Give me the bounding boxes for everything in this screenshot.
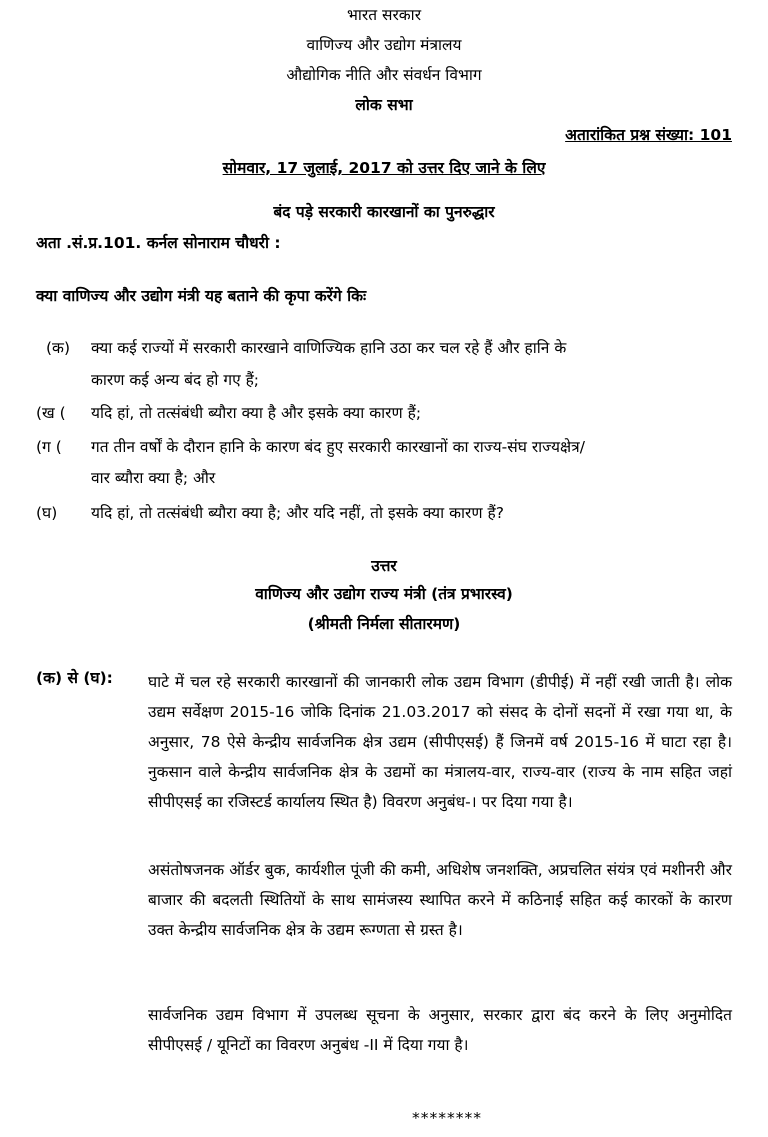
question-label-ka: (क)	[46, 339, 70, 357]
house-title: लोक सभा	[355, 96, 413, 114]
answer-title: उत्तर	[371, 557, 397, 575]
question-text-ka-1: क्या कई राज्यों में सरकारी कारखाने वाणिज्यिक हानि उठा कर चल रहे हैं और हानि के	[91, 339, 567, 357]
question-label-gha: (घ)	[36, 504, 58, 522]
question-text-ga-2: वार ब्यौरा क्या है; और	[91, 469, 216, 487]
question-number: अतारांकित प्रश्न संख्या: 101	[565, 126, 732, 144]
answer-label: (क) से (घ):	[36, 669, 113, 687]
question-label-kha: (ख (	[36, 404, 66, 422]
answer-paragraph-1: घाटे में चल रहे सरकारी कारखानों की जानकारी लोक उद्यम विभाग (डीपीई) में नहीं रखी जाती है। लोक उद्यम सर्वेक्षण 2015-16 जोकि दिनांक 21.03.2017 को संसद के दोनों सदनों में रखा गया था, के अनुसार, 78 ऐसे केन्द्रीय सार्वजनिक क्षेत्र उद्यम (सीपीएसई) हैं जिनमें वर्ष 2015-16 में घाटा रहा है। नुकसान वाले केन्द्रीय सार्वजनिक क्षेत्र के उद्यमों का मंत्रालय-वार, राज्य-वार (राज्य के नाम सहित जहां सीपीएसई का रजिस्टर्ड कार्यालय स्थित है) विवरण अनुबंध-। पर दिया गया है।	[148, 673, 732, 811]
question-label-ga: (ग (	[36, 438, 62, 456]
question-text-kha-1: यदि हां, तो तत्संबंधी ब्यौरा क्या है और इसके क्या कारण हैं;	[91, 404, 422, 422]
end-marker: ********	[412, 1109, 482, 1127]
govt-title: भारत सरकार	[346, 6, 422, 24]
answer-paragraph-3: सार्वजनिक उद्यम विभाग में उपलब्ध सूचना के अनुसार, सरकार द्वारा बंद करने के लिए अनुमोदित सीपीएसई / यूनिटों का विवरण अनुबंध -II में दिया गया है।	[148, 1006, 732, 1054]
asked-by: अता .सं.प्र.101. कर्नल सोनाराम चौधरी :	[36, 234, 281, 252]
answer-paragraph-2: असंतोषजनक ऑर्डर बुक, कार्यशील पूंजी की कमी, अधिशेष जनशक्ति, अप्रचलित संयंत्र एवं मशीनरी और बाजार की बदलती स्थितियों के साथ सामंजस्य स्थापित करने में कठिनाई सहित कई कारकों के कारण उक्त केन्द्रीय सार्वजनिक क्षेत्र के उद्यम रूग्णता से ग्रस्त है।	[148, 861, 732, 939]
question-text-ga-1: गत तीन वर्षों के दौरान हानि के कारण बंद हुए सरकारी कारखानों का राज्य-संघ राज्यक्षेत्र/	[91, 438, 585, 456]
question-text-gha-1: यदि हां, तो तत्संबंधी ब्यौरा क्या है; और यदि नहीं, तो इसके क्या कारण हैं?	[91, 504, 504, 522]
question-intro: क्या वाणिज्य और उद्योग मंत्री यह बताने की कृपा करेंगे किः	[36, 287, 367, 305]
question-text-ka-2: कारण कई अन्य बंद हो गए हैं;	[91, 371, 260, 389]
answer-date: सोमवार, 17 जुलाई, 2017 को उत्तर दिए जाने के लिए	[222, 159, 546, 177]
department-title: औद्योगिक नीति और संवर्धन विभाग	[286, 66, 482, 84]
ministry-title: वाणिज्य और उद्योग मंत्रालय	[306, 36, 462, 54]
minister-title: वाणिज्य और उद्योग राज्य मंत्री (तंत्र प्रभारस्व)	[255, 585, 513, 603]
subject-title: बंद पड़े सरकारी कारखानों का पुनरुद्धार	[273, 203, 495, 221]
minister-name: (श्रीमती निर्मला सीतारमण)	[307, 615, 461, 633]
